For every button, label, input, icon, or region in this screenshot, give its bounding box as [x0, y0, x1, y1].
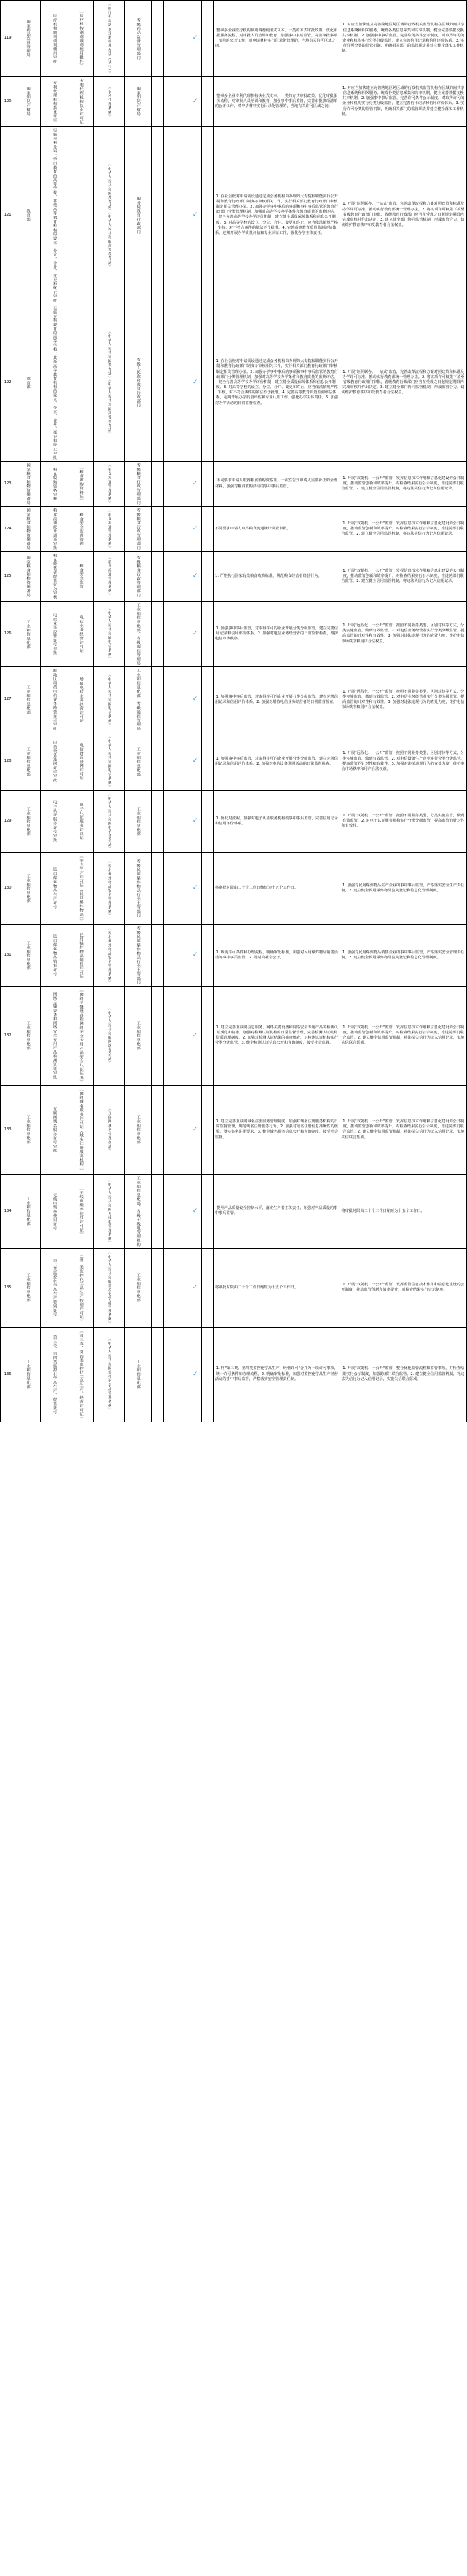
table-row: [1, 1327, 467, 1422]
row-item-name: 第三类、第四类监控化学品生产、经营许可: [40, 1327, 68, 1422]
check-icon: ✓: [192, 1283, 198, 1291]
table-row: [1, 924, 467, 986]
row-status-cancel: [151, 1174, 163, 1248]
table-row: [1, 986, 467, 1085]
check-icon: ✓: [192, 817, 198, 825]
row-status-cancel: [151, 1327, 163, 1422]
row-status-retain: [189, 77, 201, 127]
row-department: 国家知识产权局: [15, 77, 40, 127]
row-status-adjust: [176, 1174, 189, 1248]
row-note-one: 整顿多企业医疗机构制剂调剂使用式文本。一类的方式审批政策、优化审批服务流程，对审批人员培训和教育，加强事中事后监管，完善审批事项清单的公开工作，对申请材料实行目录化管理的，当地有关许可区域之间。: [214, 1, 340, 77]
row-number: 126: [1, 601, 15, 667]
row-item-type: 粮食安全监管: [68, 552, 93, 602]
row-status-delegate: [164, 507, 176, 552]
check-icon: ✓: [192, 378, 198, 386]
row-item-name: 无线电频率使用许可: [40, 1174, 68, 1248]
row-item-name: 电子认证服务许可审批: [40, 790, 68, 852]
row-department: 国家粮食和物资储备局: [15, 552, 40, 602]
row-number: 136: [1, 1327, 15, 1422]
table-row: [1, 852, 467, 924]
table-row: [1, 507, 467, 552]
row-status-delegate: [164, 552, 176, 602]
row-status-convert: [201, 1327, 213, 1422]
row-status-delegate: [164, 126, 176, 304]
row-status-adjust: [176, 924, 189, 986]
row-note-two: 1. 开展"远程化、一公开"监管，按照不同业务类型，区别对待等方式，分类实施监管，做到有效监管。2. 对电信业务经营者实行分类分级监管，提高监管的针对性和有效性。3. 加强对违法违规行为的查处力度，维护电信市场秩序和用户合法权益。: [340, 667, 467, 733]
row-item-type: 民用爆炸物品销售许可证: [68, 924, 93, 986]
row-department: 工业和信息化部: [15, 1327, 40, 1422]
row-status-adjust: [176, 462, 189, 507]
row-implementing-org: 工业和信息化部: [125, 1327, 152, 1422]
row-item-type: 电信业务经营许可证: [68, 601, 93, 667]
row-number: 132: [1, 986, 15, 1085]
row-number: 119: [1, 1, 15, 77]
row-implementing-org: 工业和信息化部、省级通信管理局: [125, 667, 152, 733]
row-number: 128: [1, 733, 15, 790]
row-department: 工业和信息化部: [15, 986, 40, 1085]
check-icon: ✓: [192, 629, 198, 637]
row-status-cancel: [151, 1, 163, 77]
row-status-delegate: [164, 986, 176, 1085]
row-item-type: 增值电信业务经营许可证: [68, 667, 93, 733]
row-status-convert: [201, 552, 213, 602]
check-icon: ✓: [192, 757, 198, 765]
row-implementing-org: 工业和信息化部: [125, 733, 152, 790]
row-item-type: 粮食安全监督管理: [68, 507, 93, 552]
row-note-one: 1. 严格执行国家有关粮食收购标准，规范粮食经营者经营行为。: [214, 552, 340, 602]
row-status-delegate: [164, 667, 176, 733]
row-status-retain: [189, 733, 201, 790]
row-number: 135: [1, 1248, 15, 1327]
row-item-type: 《粮食收购资格证》: [68, 462, 93, 507]
row-status-cancel: [151, 924, 163, 986]
row-legal-basis: 《粮食流通管理条例》: [93, 462, 125, 507]
row-status-delegate: [164, 1085, 176, 1174]
check-icon: ✓: [192, 696, 198, 704]
row-status-adjust: [176, 1085, 189, 1174]
row-legal-basis: 《中华人民共和国网络安全法》: [93, 986, 125, 1085]
row-note-two: 1. 开展"双随机、一公开"监管，整合优化监管流程和监管事项，对检查结果实行公示制度，加强跨部门联合监管。2. 建立健全信用监管机制，将违法失信行为记入信用记录，实施失信联合惩戒。: [340, 1327, 467, 1422]
row-legal-basis: 《中华人民共和国教育法》《中华人民共和国高等教育法》: [93, 304, 125, 462]
row-item-type: 电信设备进网许可证: [68, 733, 93, 790]
row-number: 130: [1, 852, 15, 924]
row-item-name: 第二类监控化学品生产特别许可: [40, 1248, 68, 1327]
row-status-adjust: [176, 790, 189, 852]
row-item-type: [68, 126, 93, 304]
table-row: [1, 462, 467, 507]
row-legal-basis: 《中华人民共和国电子签名法》: [93, 790, 125, 852]
row-status-convert: [201, 462, 213, 507]
row-note-one: 不同要求申请人取得粮食流通统计调查审批。: [214, 507, 340, 552]
row-implementing-org: 国务院教育行政部门: [125, 126, 152, 304]
row-department: 国家粮食和物资储备局: [15, 462, 40, 507]
row-legal-basis: 《医疗机构制剂注册管理办法（试行）》: [93, 1, 125, 77]
row-status-adjust: [176, 77, 189, 127]
row-status-convert: [201, 601, 213, 667]
row-status-adjust: [176, 986, 189, 1085]
check-icon: ✓: [192, 884, 198, 892]
row-status-adjust: [176, 304, 189, 462]
row-item-name: 专利代理机构执业许可: [40, 77, 68, 127]
row-number: 134: [1, 1174, 15, 1248]
row-item-type: 《网络关键设备和网络安全专用产品安全认证证书》: [68, 986, 93, 1085]
row-note-one: 1. 将"第三类、第四类监控化学品生产、经营许可"合并为一项许可事项，统一许可条件和办理流程。2. 明确审批标准，加强对监控化学品生产经营活动的事中事后监管，严格落实安全管理责任制。: [214, 1327, 340, 1422]
check-icon: ✓: [192, 479, 198, 487]
row-note-two: 1. 开展"双随机、一公开"监管，按照不同业务类型，分类实施监管，做到有效监管。2. 对电子认证服务机构实行分类分级监管，提高监管的针对性和有效性。: [340, 790, 467, 852]
table-row: [1, 1174, 467, 1248]
row-note-one: 提升产品质量安全控制水平，落实生产者主体责任，加强对产品质量的事中事后监管。: [214, 1174, 340, 1248]
row-status-adjust: [176, 601, 189, 667]
row-note-one: 1. 加强事中事后监管，对取得许可的企业开展分类分级监管，建立完善信用记录和信用评价体系。2. 加强对电信设备进网活动的日常监督检查。: [214, 733, 340, 790]
row-note-one: 1. 规范许可条件和办理流程，明确审批标准，加强对民用爆炸物品销售活动的事中事后监管。2. 及时向社会公开。: [214, 924, 340, 986]
row-status-retain: [189, 601, 201, 667]
row-item-name: 实施专科教育的高等学校、其他高等教育机构的设立、分立、合并、变更和终止审批: [40, 304, 68, 462]
row-item-name: 互联网域名服务许可审批: [40, 1085, 68, 1174]
row-status-delegate: [164, 733, 176, 790]
row-status-convert: [201, 77, 213, 127]
row-status-adjust: [176, 733, 189, 790]
row-implementing-org: 省级民用爆炸物品行业主管部门: [125, 924, 152, 986]
row-item-type: 《医疗机构制剂调剂使用批件》: [68, 1, 93, 77]
row-number: 133: [1, 1085, 15, 1174]
check-icon: ✓: [192, 524, 198, 532]
table-row: [1, 77, 467, 127]
row-implementing-org: 工业和信息化部: [125, 790, 152, 852]
row-status-retain: [189, 924, 201, 986]
table-row: [1, 667, 467, 733]
row-item-name: 医疗机构制剂调剂使用审批: [40, 1, 68, 77]
row-status-delegate: [164, 924, 176, 986]
row-status-retain: [189, 1248, 201, 1327]
row-note-two: 1. 对应当加快建立完善跨地区跨区域的行政机关监管机构在区域的间共享信息系统和相关服务，统筹各类信息采集和共享机制，健全完善数据交换共享机制。2. 加强事中事后监管，完善许可条件公示制度，对取得许可的企业和机构实行分类分级监管，建立完善信用记录和信用评价体系。3. 实行许可分类的监管机制，明确相关部门的监管职责并建立健全落实工作机制。: [340, 77, 467, 127]
row-status-retain: [189, 790, 201, 852]
row-department: 工业和信息化部: [15, 1085, 40, 1174]
table-row: [1, 1, 467, 77]
row-implementing-org: 省级民用爆炸物品行业主管部门: [125, 852, 152, 924]
row-department: 工业和信息化部: [15, 667, 40, 733]
row-status-retain: [189, 1174, 201, 1248]
row-status-cancel: [151, 667, 163, 733]
row-status-cancel: [151, 462, 163, 507]
row-item-type: 《第二类监控化学品生产特别许可证》: [68, 1248, 93, 1327]
row-status-adjust: [176, 1327, 189, 1422]
row-department: 工业和信息化部: [15, 924, 40, 986]
row-implementing-org: 工业和信息化部、省级无线电管理机构: [125, 1174, 152, 1248]
row-number: 122: [1, 304, 15, 462]
row-note-one: 1. 在社会校对申请需设通过完成公务机构由办理的大专院校职能实行公开制和教育行政部门制度办审核相关工作，实行相关部门教育行政部门审核制定相关管理办法。2. 加强办学事中事后的事项和事中事后监管的教育行政部门分类管理机制，加强对高等学校办学条件和教育质量的监测评估，健全完善高等学校办学评价机制，建立健全质量保障体系和信息公开制度。3. 对高等学校的设立、分立、合并、变更和终止，应当依法依规严格审核，对不符合条件的依法不予批准。4. 完善高等教育质量监测评估体系，定期开展办学质量评估和专业认证工作，强化办学主体责任。: [214, 126, 340, 304]
table-row: [1, 790, 467, 852]
row-legal-basis: 《中华人民共和国监控化学品管理条例》: [93, 1327, 125, 1422]
row-status-convert: [201, 1248, 213, 1327]
table-row: [1, 601, 467, 667]
row-note-one: 1. 在社会校对申请需设通过完成公务机构由办理的大专院校职能实行公开制和教育行政部门制度办审核相关工作，实行相关部门教育行政部门审核制定相关管理办法。2. 加强办学事中事后的事项和事中事后监管的教育行政部门分类管理机制，加强对高等学校办学条件和教育质量的监测评估，健全完善高等学校办学评价机制，建立健全质量保障体系和信息公开制度。3. 对高等学校的设立、分立、合并、变更和终止，应当依法依规严格审核，对不符合条件的依法不予批准。4. 完善高等教育质量监测评估体系，定期开展办学质量评估和专业认证工作，强化办学主体责任。5. 加强对办学活动的日常监督检查。: [214, 304, 340, 462]
row-note-one: 1. 建立完善互联网信息服务、网络关键设备和网络安全专用产品的检测认证规范和标准，加强对检测认证机构的日常监督管理，完善检测认证机构资质管理制度。2. 加强对检测认证结果的抽查核查，对检测认证机构实行分类分级监管。3. 健全检测认证信息公开和查询制度，接受社会监督。: [214, 986, 340, 1085]
row-status-delegate: [164, 1, 176, 77]
row-status-cancel: [151, 304, 163, 462]
table-body: [1, 1, 467, 1422]
row-status-cancel: [151, 986, 163, 1085]
row-status-delegate: [164, 1327, 176, 1422]
row-note-two: 1. 对应当加快建立完善跨地区跨区域的行政机关监管机构在区域的间共享信息系统和相关服务，统筹各类信息采集和共享机制，健全完善数据交换共享机制。2. 加强事中事后监管，完善许可条件公示制度，对取得许可的企业和机构实行分类分级监管，建立完善信用记录和信用评价体系。3. 实行许可分类的监管机制，明确相关部门的监管职责并建立健全落实工作机制。: [340, 1, 467, 77]
row-department: 教育部: [15, 304, 40, 462]
row-implementing-org: 省级粮食行政管理部门: [125, 462, 152, 507]
row-item-name: 实施本科及以上学历教育的高等学校、其他高等教育机构的设立、分立、合并、变更和终止审批: [40, 126, 68, 304]
row-note-two: 1. 开展"双随机、一公开"监管，发挥监管信息技术作用和信息化建设的公开制度，推动监管创新和效率提升，对检查结果实行公示制度。: [340, 1248, 467, 1327]
row-legal-basis: 《粮食流通管理条例》: [93, 507, 125, 552]
row-status-cancel: [151, 77, 163, 127]
row-status-adjust: [176, 667, 189, 733]
row-department: 工业和信息化部: [15, 601, 40, 667]
row-note-one: 1. 优化对流程，加强对电子认证服务机构的事中事后监管，完善信用记录和信用评价体系。: [214, 790, 340, 852]
row-number: 124: [1, 507, 15, 552]
row-legal-basis: 《中华人民共和国教育法》《中华人民共和国高等教育法》: [93, 126, 125, 304]
row-status-retain: [189, 1085, 201, 1174]
table-row: [1, 733, 467, 790]
row-department: 国家药品监督管理局: [15, 1, 40, 77]
check-icon: ✓: [192, 34, 198, 42]
row-status-cancel: [151, 601, 163, 667]
row-status-delegate: [164, 790, 176, 852]
row-number: 125: [1, 552, 15, 602]
row-legal-basis: 《粮食流通管理条例》: [93, 552, 125, 602]
row-note-two: 1. 加强对民用爆炸物品销售企业的事中事后监管，严格落实安全管理责任制。2. 建立健全民用爆炸物品流向登记和信息化管理制度。: [340, 924, 467, 986]
row-status-cancel: [151, 552, 163, 602]
row-status-convert: [201, 126, 213, 304]
row-implementing-org: 工业和信息化部: [125, 1085, 152, 1174]
row-note-two: 将审批时限由二十个工作日缩短为十五个工作日。: [340, 1174, 467, 1248]
row-item-name: 民用爆炸物品生产许可: [40, 852, 68, 924]
row-department: 工业和信息化部: [15, 852, 40, 924]
row-item-type: 《第三类、第四类监控化学品生产、经营许可证》: [68, 1327, 93, 1422]
row-department: 工业和信息化部: [15, 1248, 40, 1327]
row-note-two: 1. 开展"双随机、一公开"监管，发挥信息技术作用和信息化建设的公开制度，推动监管创新和效率提升，对检查结果实行公示制度，推进跨部门联合监管。2. 建立健全信用监管机制，将违法失信行为记入信用记录。: [340, 462, 467, 507]
row-status-retain: [189, 462, 201, 507]
row-implementing-org: 国家知识产权局: [125, 77, 152, 127]
row-item-name: 电信设备进网许可审批: [40, 733, 68, 790]
row-note-one: 1. 加强事中事后监管，对取得许可的企业开展分类分级监管，建立完善信用记录和信用评价体系。2. 加强对增值电信业务经营者的日常监督检查。: [214, 667, 340, 733]
row-legal-basis: 《中华人民共和国监控化学品管理条例》: [93, 1248, 125, 1327]
row-status-convert: [201, 1085, 213, 1174]
row-implementing-org: 工业和信息化部: [125, 986, 152, 1085]
table-row: [1, 1085, 467, 1174]
row-number: 127: [1, 667, 15, 733]
row-number: 120: [1, 77, 15, 127]
row-status-retain: [189, 552, 201, 602]
row-status-convert: [201, 667, 213, 733]
row-item-type: 《网络域名服务许可证（域名注册服务机构）》: [68, 1085, 93, 1174]
table-row: [1, 304, 467, 462]
row-status-cancel: [151, 733, 163, 790]
row-status-delegate: [164, 1174, 176, 1248]
row-legal-basis: 《专利代理条例》: [93, 77, 125, 127]
check-icon: ✓: [192, 97, 198, 105]
row-status-retain: [189, 1, 201, 77]
row-note-two: 1. 开展"双随机、一公开"监管，发挥信息技术作用和信息化建设的公开制度，推动监管创新和效率提升，对检查结果实行公示制度，推进跨部门联合监管。2. 建立健全信用监管机制，将违法失信行为记入信用记录。: [340, 507, 467, 552]
row-number: 121: [1, 126, 15, 304]
row-number: 131: [1, 924, 15, 986]
row-item-type: 电子认证服务许可证: [68, 790, 93, 852]
row-status-convert: [201, 852, 213, 924]
row-status-delegate: [164, 1248, 176, 1327]
row-item-type: [68, 304, 93, 462]
row-item-name: 民用爆炸物品销售许可: [40, 924, 68, 986]
row-item-type: 《安全生产许可证（民用爆炸物品）》: [68, 852, 93, 924]
row-status-adjust: [176, 1248, 189, 1327]
row-status-convert: [201, 1174, 213, 1248]
row-item-name: 网络关键设备和网络安全专用产品检测认证审批: [40, 986, 68, 1085]
row-note-one: 将审批时限由二十个工作日缩短为十五个工作日。: [214, 852, 340, 924]
row-note-one: 1. 建立完善互联网域名注册服务管理制度，加强对域名注册服务机构的日常监督管理，规范域名注册服务行为。2. 加强对域名注册信息准确性的核验，落实实名注册要求。3. 健全域名服务信息公开和查询制度，接受社会监督。: [214, 1085, 340, 1174]
row-note-two: 1. 加强对民用爆炸物品生产企业的事中事后监管，严格落实安全生产责任制。2. 建立健全民用爆炸物品流向登记和信息化管理制度。: [340, 852, 467, 924]
row-item-name: 粮食收购资格审核: [40, 462, 68, 507]
row-status-cancel: [151, 126, 163, 304]
row-status-adjust: [176, 552, 189, 602]
row-status-retain: [189, 126, 201, 304]
row-implementing-org: 工业和信息化部: [125, 1248, 152, 1327]
check-icon: ✓: [192, 1125, 198, 1133]
row-status-retain: [189, 852, 201, 924]
row-status-delegate: [164, 852, 176, 924]
row-legal-basis: 《中华人民共和国无线电管理条例》: [93, 1174, 125, 1248]
row-status-convert: [201, 733, 213, 790]
row-status-delegate: [164, 77, 176, 127]
row-status-adjust: [176, 1, 189, 77]
row-note-one: 1. 加强事中事后监管，对取得许可的企业开展分类分级监管，建立完善信用记录和信用评价体系。2. 加强对电信业务经营者的日常监督检查，维护电信市场秩序。: [214, 601, 340, 667]
row-status-adjust: [176, 126, 189, 304]
row-status-convert: [201, 986, 213, 1085]
check-icon: ✓: [192, 572, 198, 580]
row-legal-basis: 《互联网域名管理办法》: [93, 1085, 125, 1174]
row-department: 工业和信息化部: [15, 790, 40, 852]
row-status-convert: [201, 507, 213, 552]
row-item-name: 粮食经营者经营行为审核: [40, 552, 68, 602]
row-status-delegate: [164, 601, 176, 667]
row-department: 工业和信息化部: [15, 1174, 40, 1248]
row-legal-basis: 《中华人民共和国电信条例》: [93, 667, 125, 733]
row-status-convert: [201, 790, 213, 852]
row-legal-basis: 《民用爆炸物品安全管理条例》: [93, 924, 125, 986]
table-row: [1, 1248, 467, 1327]
row-note-two: 1. 开展"双随机、一公开"监管，发挥信息技术作用和信息化建设的公开制度，推动监管创新和效率提升，对检查结果实行公示制度，推进跨部门联合监管。2. 建立健全信用监管机制，将违法失信行为记入信用记录，实施失信联合惩戒。: [340, 1085, 467, 1174]
row-note-one: 将审批时限由二十个工作日缩短为十五个工作日。: [214, 1248, 340, 1327]
row-number: 129: [1, 790, 15, 852]
row-note-two: 1. 开展"双随机、一公开"监管，发挥信息技术作用和信息化建设的公开制度，推动监管创新和效率提升，对检查结果实行公示制度，推进跨部门联合监管。2. 建立健全信用监管机制，将违法失信行为记入信用记录，实施失信联合惩戒。: [340, 986, 467, 1085]
row-note-two: 1. 开展"远程化、一公开"监管，按照不同业务类型，区别对待等方式，分类实施监管，做到有效监管。2. 对电信业务经营者实行分类分级监管，提高监管的针对性和有效性。3. 加强对违法违规行为的查处力度，维护电信市场秩序和用户合法权益。: [340, 601, 467, 667]
row-note-two: 1. 开展"远程化、一公开"监管，按照不同业务类型，区别对待等方式，分类实施监管，做到有效监管。2. 对电信设备生产企业实行分类分级监管，提高监管的针对性和有效性。3. 加强对违法违规行为的查处力度，维护电信市场秩序和用户合法权益。: [340, 733, 467, 790]
row-implementing-org: 省级粮食行政管理部门: [125, 552, 152, 602]
row-note-one: 整顿多企业专利代理机构执业式文本。一类的方式审批政策、优化审批服务流程，对审批人员培训和教育，加强事中事后监管，完善审批事项清单的公开工作，对申请材料实行目录化管理的，当地有关许可区域之间。: [214, 77, 340, 127]
row-number: 123: [1, 462, 15, 507]
check-icon: ✓: [192, 1031, 198, 1039]
row-legal-basis: 《民用爆炸物品安全管理条例》: [93, 852, 125, 924]
row-status-cancel: [151, 852, 163, 924]
row-status-cancel: [151, 507, 163, 552]
row-status-convert: [201, 1, 213, 77]
row-status-cancel: [151, 1248, 163, 1327]
row-item-name: 粮食流通统计调查审批: [40, 507, 68, 552]
table-row: [1, 552, 467, 602]
check-icon: ✓: [192, 1207, 198, 1215]
row-legal-basis: 《中华人民共和国电信条例》: [93, 733, 125, 790]
row-note-two: 1. 开展"证照联办、一站式"监管，完善改革流程和方案对照政策和标准及办学许可标准，推动实行教育部统一管理办法。2. 将该项许可权限下放至省级教育行政部门审批，省级教育行政部门应当在受理之日起规定期限内完成审核并作出决定。3. 建立健全部门协同监管机制，形成监管合力，切实维护教育秩序和受教育者合法权益。: [340, 126, 467, 304]
row-item-name: 电信业务经营许可审批: [40, 601, 68, 667]
row-status-convert: [201, 304, 213, 462]
row-status-cancel: [151, 790, 163, 852]
row-implementing-org: 省级粮食行政管理部门: [125, 507, 152, 552]
row-note-two: 1. 开展"双随机、一公开"监管，发挥信息技术作用和信息化建设的公开制度，推动监管创新和效率提升，对检查结果实行公示制度，推进跨部门联合监管。2. 建立健全信用监管机制，将违法失信行为记入信用记录。: [340, 552, 467, 602]
row-department: 教育部: [15, 126, 40, 304]
row-implementing-org: 工业和信息化部、省级通信管理局: [125, 601, 152, 667]
row-note-one: 不同要求申请人取得粮食收购资格证。一次性告知申请人需要补正的全部材料，加强对粮食收购活动的事中事后监管。: [214, 462, 340, 507]
row-status-adjust: [176, 852, 189, 924]
row-department: 国家粮食和物资储备局: [15, 507, 40, 552]
row-status-retain: [189, 507, 201, 552]
row-status-delegate: [164, 462, 176, 507]
row-status-convert: [201, 924, 213, 986]
row-implementing-org: 省级人民政府教育行政部门: [125, 304, 152, 462]
row-implementing-org: 省级药品监督管理部门: [125, 1, 152, 77]
row-item-type: 《无线电频率使用许可证》: [68, 1174, 93, 1248]
row-status-retain: [189, 667, 201, 733]
check-icon: ✓: [192, 1370, 198, 1378]
check-icon: ✓: [192, 210, 198, 218]
row-department: 工业和信息化部: [15, 733, 40, 790]
row-legal-basis: 《中华人民共和国电信条例》: [93, 601, 125, 667]
row-status-retain: [189, 304, 201, 462]
row-status-adjust: [176, 507, 189, 552]
row-item-type: 专利代理机构执业许可证: [68, 77, 93, 127]
row-note-two: 1. 开展"证照联办、一站式"监管，完善改革流程和方案对照政策和标准及办学许可标准，推动实行教育部统一管理办法。2. 将该项许可权限下放至省级教育行政部门审批，省级教育行政部门应当在受理之日起规定期限内完成审核并作出决定。3. 建立健全部门协同监管机制，形成监管合力，切实维护教育秩序和受教育者合法权益。: [340, 304, 467, 462]
row-status-retain: [189, 986, 201, 1085]
row-status-cancel: [151, 1085, 163, 1174]
check-icon: ✓: [192, 951, 198, 959]
row-item-name: 跨地区增值电信业务经营许可审批: [40, 667, 68, 733]
row-status-retain: [189, 1327, 201, 1422]
row-status-delegate: [164, 304, 176, 462]
table-row: [1, 126, 467, 304]
